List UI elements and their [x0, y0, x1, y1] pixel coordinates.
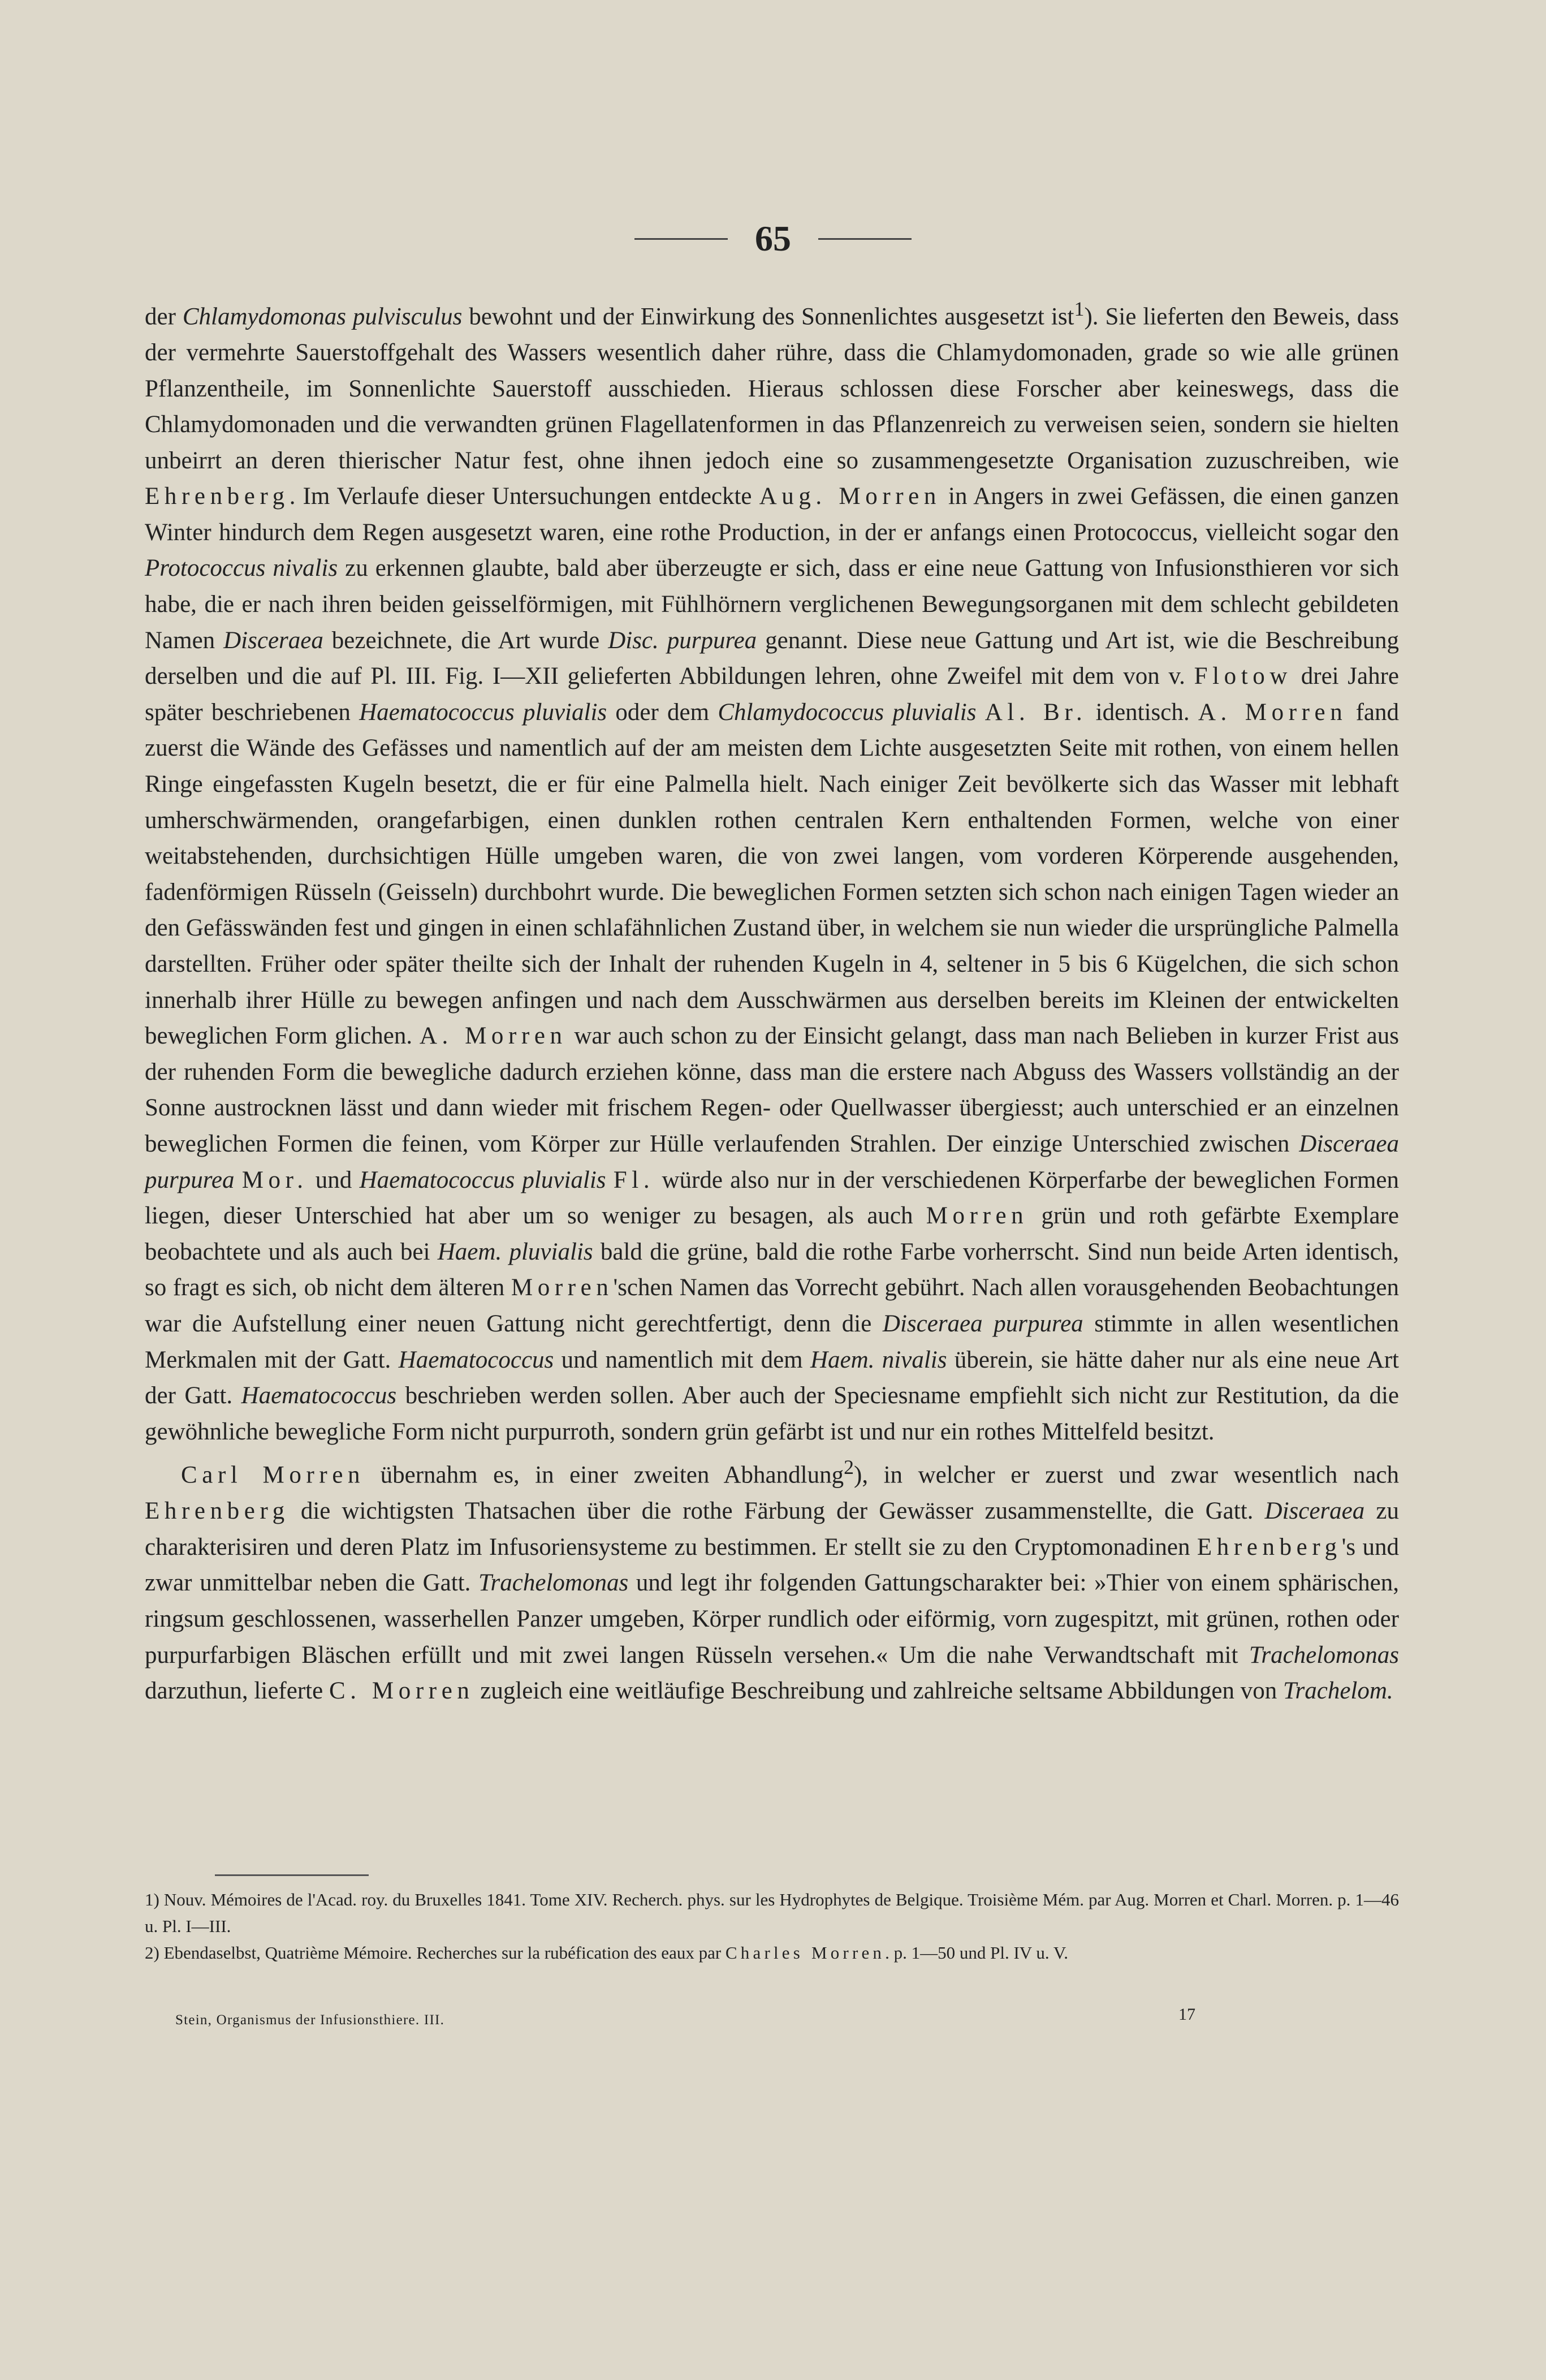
text-run: und: [308, 1166, 360, 1193]
page-number: 65: [755, 218, 791, 258]
text-run: bald die grüne, bald die rothe Farbe vorherrscht. Sind nun beide Arten identisch, so fragt es sich, ob nicht dem älteren: [145, 1238, 1399, 1301]
text-run: zugleich eine weitläufige Beschreibung und zahlreiche seltsame Abbildungen von: [474, 1678, 1283, 1705]
text-run: zu charakterisiren und deren Platz im Infusoriensysteme zu bestimmen. Er stellt sie zu den Cryptomonadinen: [145, 1498, 1400, 1560]
text-run: . Im Verlaufe dieser Untersuchungen entdeckte: [289, 483, 759, 510]
text-run: bewohnt und der Einwirkung des Sonnenlichtes ausgesetzt ist: [462, 303, 1074, 330]
italic-term: Disceraea purpurea: [882, 1310, 1083, 1337]
text-run: darzuthun, lieferte: [145, 1678, 329, 1705]
text-run: zu erkennen glaubte, bald aber überzeugte er sich, dass er eine neue Gattung von Infusionsthieren vor sich habe, die er nach ihren beiden geisselförmigen, mit Fühlhörnern verglichenen Bewegungsorganen mit dem schlecht gebildeten Namen: [145, 555, 1399, 654]
italic-term: Haematococcus: [241, 1382, 397, 1409]
spaced-name: Ehrenberg: [145, 1498, 290, 1525]
text-run: drei Jahre später beschriebenen: [145, 663, 1400, 726]
italic-term: Haematococcus pluvialis: [359, 1166, 606, 1193]
italic-term: Haem. pluvialis: [437, 1238, 593, 1265]
spaced-name: Ehrenberg: [145, 483, 290, 510]
spaced-name: Morren: [926, 1202, 1029, 1230]
text-run: [606, 1167, 614, 1193]
body-text: [145, 291, 1399, 1709]
spaced-name: Fl.: [613, 1166, 655, 1193]
text-run: übernahm es, in einer zweiten Abhandlung: [365, 1461, 844, 1489]
spaced-name: Aug. Morren: [759, 483, 941, 510]
text-run: 2) Ebendaselbst, Quatrième Mémoire. Recherches sur la rubéfication des eaux par: [145, 1943, 726, 1963]
text-run: stimmte in allen wesentlichen Merkmalen mit der Gatt.: [145, 1310, 1399, 1373]
text-run: in Angers in zwei Gefässen, die einen ganzen Winter hindurch dem Regen ausgesetzt waren, eine rothe Production, in der er anfangs einen Protococcus, vielleicht sogar den: [145, 483, 1399, 546]
header-rule-left: [634, 238, 728, 240]
text-run: 'schen Namen das Vorrecht gebührt. Nach allen vorausgehenden Beobachtungen war die Aufstellung einer neuen Gattung nicht gerechtfertigt, denn die: [145, 1274, 1399, 1337]
footnote-rule: [215, 1874, 369, 1876]
spaced-name: A. Morren: [419, 1023, 567, 1050]
text-run: . p. 1—50 und Pl. IV u. V.: [885, 1943, 1068, 1963]
footnote: [145, 1886, 1399, 1939]
text-run: überein, sie hätte daher nur als eine neue Art der Gatt.: [145, 1346, 1399, 1409]
text-run: [234, 1167, 241, 1193]
text-run: die wichtigsten Thatsachen über die rothe Färbung der Gewässer zusammenstellte, die Gatt.: [289, 1498, 1265, 1525]
italic-term: Trachelomonas: [478, 1570, 629, 1597]
page-header: [0, 218, 1546, 258]
text-run: und legt ihr folgenden Gattungscharakter bei: »Thier von einem sphärischen, ringsum geschlossenen, wasserhellen Panzer umgeben, Körper rundlich oder eiförmig, vorn zugespitzt, mit grünen, rothen oder purpurfarbigen Bläschen erfüllt und mit zwei langen Rüsseln versehen.« Um die nahe Verwandtschaft mit: [145, 1570, 1399, 1668]
italic-term: Disceraea purpurea: [145, 1130, 1399, 1193]
text-run: grün und roth gefärbte Exemplare beobachtete und als auch bei: [145, 1202, 1399, 1265]
text-run: ). Sie lieferten den Beweis, dass der vermehrte Sauerstoffgehalt des Wassers wesentlich daher rühre, dass die Chlamydomonaden, grade so wie alle grünen Pflanzentheile, im Sonnenlichte Sauerstoff ausschieden. Hieraus schlossen diese Forscher aber keineswegs, dass die Chlamydomonaden und die verwandten grünen Flagellatenformen in das Pflanzenreich zu verweisen seien, sondern sie hielten unbeirrt an deren thierischer Natur fest, ohne ihnen jedoch eine so zusammengesetzte Organisation zuzuschreiben, wie: [145, 303, 1399, 474]
text-run: 's und zwar unmittelbar neben die Gatt.: [145, 1533, 1399, 1597]
spaced-name: A. Morren: [1198, 699, 1348, 726]
spaced-name: Ehrenberg: [1197, 1533, 1342, 1560]
spaced-name: Al. Br.: [984, 699, 1087, 726]
text-run: [977, 699, 985, 726]
spaced-name: Carl Morren: [181, 1461, 365, 1489]
paragraph: [145, 1450, 1399, 1709]
text-run: identisch.: [1087, 699, 1198, 726]
footnote: [145, 1939, 1399, 1966]
italic-term: Trachelomonas: [1249, 1641, 1399, 1668]
footnotes: [145, 1886, 1399, 1966]
footnote-marker: 1: [1074, 298, 1085, 320]
text-run: fand zuerst die Wände des Gefässes und namentlich auf der am meisten dem Lichte ausgesetzten Seite mit rothen, von einem hellen Ringe eingefassten Kugeln besetzt, die er für eine Palmella hielt. Nach einiger Zeit bevölkerte sich das Wasser mit lebhaft umherschwärmenden, orangefarbigen, einen dunklen rothen centralen Kern enthaltenden Formen, welche von einer weitabstehenden, durchsichtigen Hülle umgeben waren, die von zwei langen, vom vorderen Körperende ausgehenden, fadenförmigen Rüsseln (Geisseln) durchbohrt wurde. Die beweglichen Formen setzten sich schon nach einigen Tagen wieder an den Gefässwänden fest und gingen in einen schlafähnlichen Zustand über, in welchem sie nun wieder die ursprüngliche Palmella darstellten. Früher oder später theilte sich der Inhalt der ruhenden Kugeln in 4, seltener in 5 bis 6 Kügelchen, die sich schon innerhalb ihrer Hülle zu bewegen anfingen und nach dem Ausschwärmen aus derselben bereits im Kleinen der entwickelten beweglichen Form glichen.: [145, 699, 1399, 1050]
spaced-name: Mor.: [241, 1166, 308, 1193]
italic-term: Disceraea: [223, 627, 323, 654]
text-run: genannt. Diese neue Gattung und Art ist, wie die Beschreibung derselben und die auf Pl. III. Fig. I—XII gelieferten Abbildungen lehren, ohne Zweifel mit dem von v.: [145, 627, 1400, 690]
signature-number: 17: [1178, 2005, 1195, 2024]
spaced-name: Flotow: [1194, 663, 1293, 690]
italic-term: Chlamydomonas pulvisculus: [182, 303, 463, 330]
text-run: beschrieben werden sollen. Aber auch der Speciesname empfiehlt sich nicht zur Restitution, da die gewöhnliche bewegliche Form nicht purpurroth, sondern grün gefärbt ist und nur ein rothes Mittelfeld besitzt.: [145, 1382, 1400, 1445]
text-run: oder dem: [607, 699, 718, 726]
italic-term: Chlamydococcus pluvialis: [718, 699, 977, 726]
text-run: war auch schon zu der Einsicht gelangt, dass man nach Belieben in kurzer Frist aus der ruhenden Form die bewegliche dadurch erziehen könne, dass man die erstere nach Abguss des Wassers vollständig an der Sonne austrocknen lässt und dann wieder mit frischem Regen- oder Quellwasser übergiesst; auch unterschied er an einzelnen beweglichen Formen die feinen, vom Körper zur Hülle verlaufenden Strahlen. Der einzige Unterschied zwischen: [145, 1023, 1399, 1157]
printer-signature: Stein, Organismus der Infusionsthiere. III.: [175, 2012, 445, 2028]
paragraph: [145, 291, 1399, 1450]
italic-term: Haem. nivalis: [810, 1346, 947, 1373]
text-run: bezeichnete, die Art wurde: [323, 627, 608, 654]
italic-term: Protococcus nivalis: [145, 555, 338, 582]
text-run: 1) Nouv. Mémoires de l'Acad. roy. du Bruxelles 1841. Tome XIV. Recherch. phys. sur les Hydrophytes de Belgique. Troisième Mém. par Aug. Morren et Charl. Morren. p. 1—46 u. Pl. I—III.: [145, 1890, 1399, 1936]
text-run: ), in welcher er zuerst und zwar wesentlich nach: [854, 1461, 1399, 1489]
italic-term: Disc. purpurea: [608, 627, 757, 654]
header-rule-right: [818, 238, 912, 240]
text-run: und namentlich mit dem: [554, 1346, 810, 1373]
italic-term: Haematococcus: [398, 1346, 554, 1373]
italic-term: Haematococcus pluvialis: [359, 699, 607, 726]
footnote-marker: 2: [844, 1456, 854, 1479]
text-run: der: [145, 303, 183, 330]
italic-term: Disceraea: [1264, 1498, 1365, 1525]
spaced-name: Charles Morren: [725, 1943, 886, 1963]
text-run: würde also nur in der verschiedenen Körperfarbe der beweglichen Formen liegen, dieser Unterschied hat aber um so weniger zu besagen, als auch: [145, 1166, 1400, 1230]
spaced-name: C. Morren: [329, 1678, 474, 1705]
spaced-name: Morren: [511, 1274, 614, 1301]
italic-term: Trachelom.: [1282, 1678, 1393, 1705]
